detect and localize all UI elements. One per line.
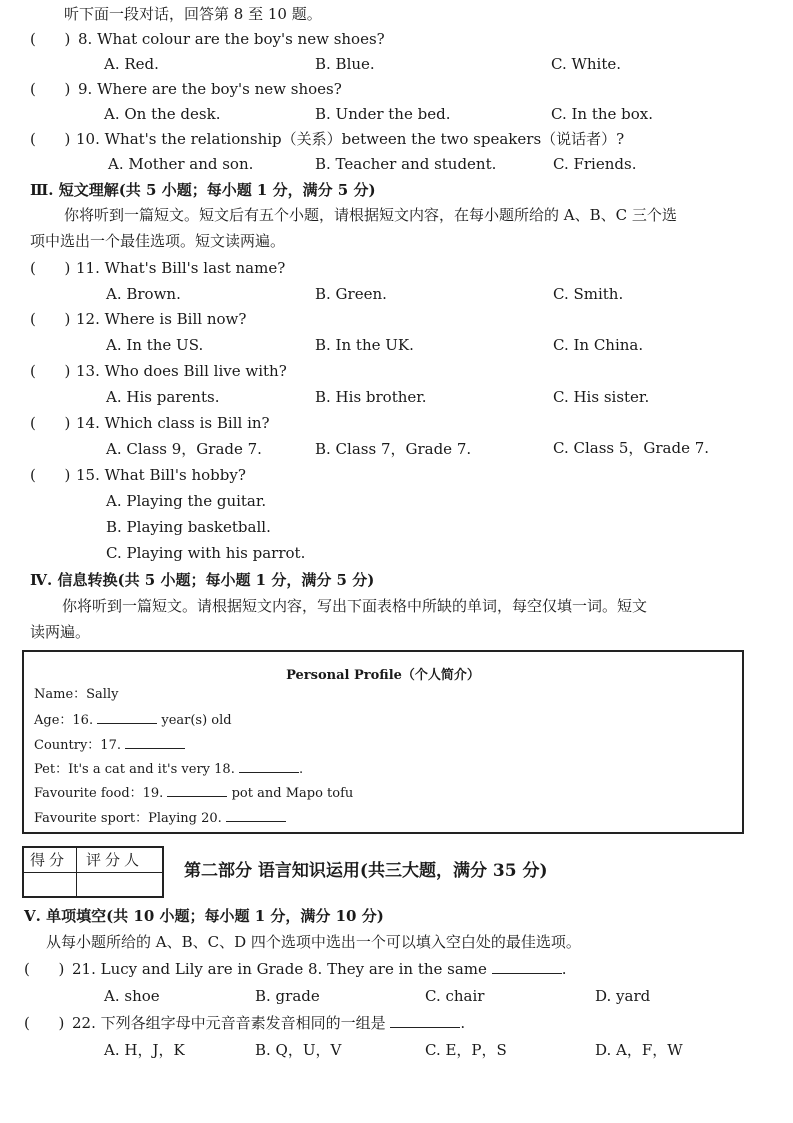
q21-option-b: B. grade (255, 987, 320, 1005)
question-22-stem (72, 1013, 465, 1033)
q9-option-b: B. Under the bed. (315, 105, 451, 123)
blank-20[interactable] (226, 809, 286, 822)
q21-text: 21. Lucy and Lily are in Grade 8. They are in the same (72, 960, 487, 978)
q22-option-b: B. Q，U，V (255, 1041, 342, 1059)
answer-blank-q14[interactable]: ( ) (30, 414, 71, 432)
q22-option-a: A. H，J，K (104, 1041, 185, 1059)
answer-blank-q21[interactable]: ( ) (24, 960, 65, 978)
profile-food-label: Favourite food：19. (34, 786, 164, 801)
q8-option-a: A. Red. (104, 55, 159, 73)
q21-option-d: D. yard (595, 987, 651, 1005)
q12-option-b: B. In the UK. (315, 336, 414, 354)
q8-option-c: C. White. (551, 55, 622, 73)
profile-name-row (34, 686, 118, 704)
question-9-stem: 9. Where are the boy's new shoes? (78, 80, 342, 98)
profile-sport-label: Favourite sport：Playing 20. (34, 811, 222, 826)
section-4-heading: Ⅳ. 信息转换(共 5 小题；每小题 1 分，满分 5 分) (30, 571, 375, 589)
profile-food-rest: pot and Mapo tofu (231, 786, 354, 801)
q10-option-a: A. Mother and son. (108, 155, 254, 173)
q14-option-a: A. Class 9，Grade 7. (106, 440, 262, 458)
q11-option-c: C. Smith. (553, 285, 624, 303)
q11-option-b: B. Green. (315, 285, 387, 303)
profile-pet-label: Pet：It's a cat and it's very 18. (34, 762, 235, 777)
profile-sport-row (34, 809, 286, 828)
profile-name: Name：Sally (34, 687, 119, 702)
score-header: 得分 (30, 851, 69, 869)
q10-option-b: B. Teacher and student. (315, 155, 497, 173)
q15-option-a: A. Playing the guitar. (106, 492, 267, 510)
question-14-stem: 14. Which class is Bill in? (76, 414, 270, 432)
q9-option-a: A. On the desk. (104, 105, 221, 123)
section-3-heading: Ⅲ. 短文理解(共 5 小题；每小题 1 分，满分 5 分) (30, 181, 376, 199)
q22-text: 22. 下列各组字母中元音音素发音相同的一组是 (72, 1014, 386, 1032)
q21-option-c: C. chair (425, 987, 485, 1005)
q22-end: . (460, 1014, 466, 1032)
q13-option-b: B. His brother. (315, 388, 427, 406)
profile-food-row (34, 784, 353, 803)
section-3-instruction-line2: 项中选出一个最佳选项。短文读两遍。 (30, 232, 286, 250)
q15-option-c: C. Playing with his parrot. (106, 544, 306, 562)
q11-option-a: A. Brown. (106, 285, 181, 303)
score-table-col-divider (76, 848, 77, 896)
q22-option-c: C. E，P，S (425, 1041, 507, 1059)
profile-age-label: Age：16. (34, 713, 94, 728)
profile-country-row (34, 736, 185, 755)
answer-blank-q22[interactable]: ( ) (24, 1014, 65, 1032)
answer-blank-q13[interactable]: ( ) (30, 362, 71, 380)
question-11-stem: 11. What's Bill's last name? (76, 259, 286, 277)
section-5-heading: Ⅴ. 单项填空(共 10 小题；每小题 1 分，满分 10 分) (24, 907, 384, 925)
q10-option-c: C. Friends. (553, 155, 637, 173)
q22-option-d: D. A，F，W (595, 1041, 683, 1059)
q15-option-b: B. Playing basketball. (106, 518, 271, 536)
blank-17[interactable] (125, 736, 185, 749)
blank-16[interactable] (97, 711, 157, 724)
grader-header: 评分人 (86, 851, 144, 869)
answer-blank-q12[interactable]: ( ) (30, 310, 71, 328)
part-2-heading: 第二部分 语言知识运用(共三大题，满分 35 分) (184, 861, 548, 881)
q21-option-a: A. shoe (104, 987, 160, 1005)
q13-option-a: A. His parents. (106, 388, 220, 406)
q14-option-c: C. Class 5，Grade 7. (553, 439, 710, 457)
listening-instruction-8-10: 听下面一段对话，回答第 8 至 10 题。 (64, 5, 322, 23)
answer-blank-q8[interactable]: ( ) (30, 30, 71, 48)
grader-input-cell[interactable] (82, 876, 160, 894)
section-3-instruction-line1: 你将听到一篇短文。短文后有五个小题，请根据短文内容，在每小题所给的 A、B、C 三个选 (64, 206, 677, 224)
q13-option-c: C. His sister. (553, 388, 650, 406)
blank-18[interactable] (239, 760, 299, 773)
question-21-stem (72, 959, 566, 979)
q21-fill-blank[interactable] (492, 959, 562, 974)
section-4-instruction-line2: 读两遍。 (30, 623, 91, 641)
score-table (22, 846, 164, 898)
profile-country-label: Country：17. (34, 738, 121, 753)
q21-end: . (561, 960, 567, 978)
q9-option-c: C. In the box. (551, 105, 654, 123)
profile-title: Personal Profile（个人简介） (286, 668, 480, 683)
section-4-instruction-line1: 你将听到一篇短文。请根据短文内容，写出下面表格中所缺的单词，每空仅填一词。短文 (62, 597, 648, 615)
question-15-stem: 15. What Bill's hobby? (76, 466, 246, 484)
answer-blank-q9[interactable]: ( ) (30, 80, 71, 98)
answer-blank-q11[interactable]: ( ) (30, 259, 71, 277)
question-12-stem: 12. Where is Bill now? (76, 310, 247, 328)
answer-blank-q15[interactable]: ( ) (30, 466, 71, 484)
q8-option-b: B. Blue. (315, 55, 375, 73)
section-5-instruction: 从每小题所给的 A、B、C、D 四个选项中选出一个可以填入空白处的最佳选项。 (46, 933, 581, 951)
blank-19[interactable] (167, 784, 227, 797)
answer-blank-q10[interactable]: ( ) (30, 130, 71, 148)
question-8-stem: 8. What colour are the boy's new shoes? (78, 30, 385, 48)
profile-pet-end: . (298, 762, 304, 777)
profile-pet-row (34, 760, 303, 779)
question-10-stem: 10. What's the relationship（关系）between the two speakers（说话者）? (76, 130, 625, 148)
personal-profile-table (22, 650, 744, 834)
q12-option-c: C. In China. (553, 336, 644, 354)
question-13-stem: 13. Who does Bill live with? (76, 362, 287, 380)
score-table-row-divider (24, 872, 162, 873)
q14-option-b: B. Class 7，Grade 7. (315, 440, 472, 458)
profile-age-row (34, 711, 232, 730)
score-input-cell[interactable] (28, 876, 72, 894)
profile-age-unit: year(s) old (161, 713, 232, 728)
q12-option-a: A. In the US. (106, 336, 204, 354)
q22-fill-blank[interactable] (390, 1013, 460, 1028)
